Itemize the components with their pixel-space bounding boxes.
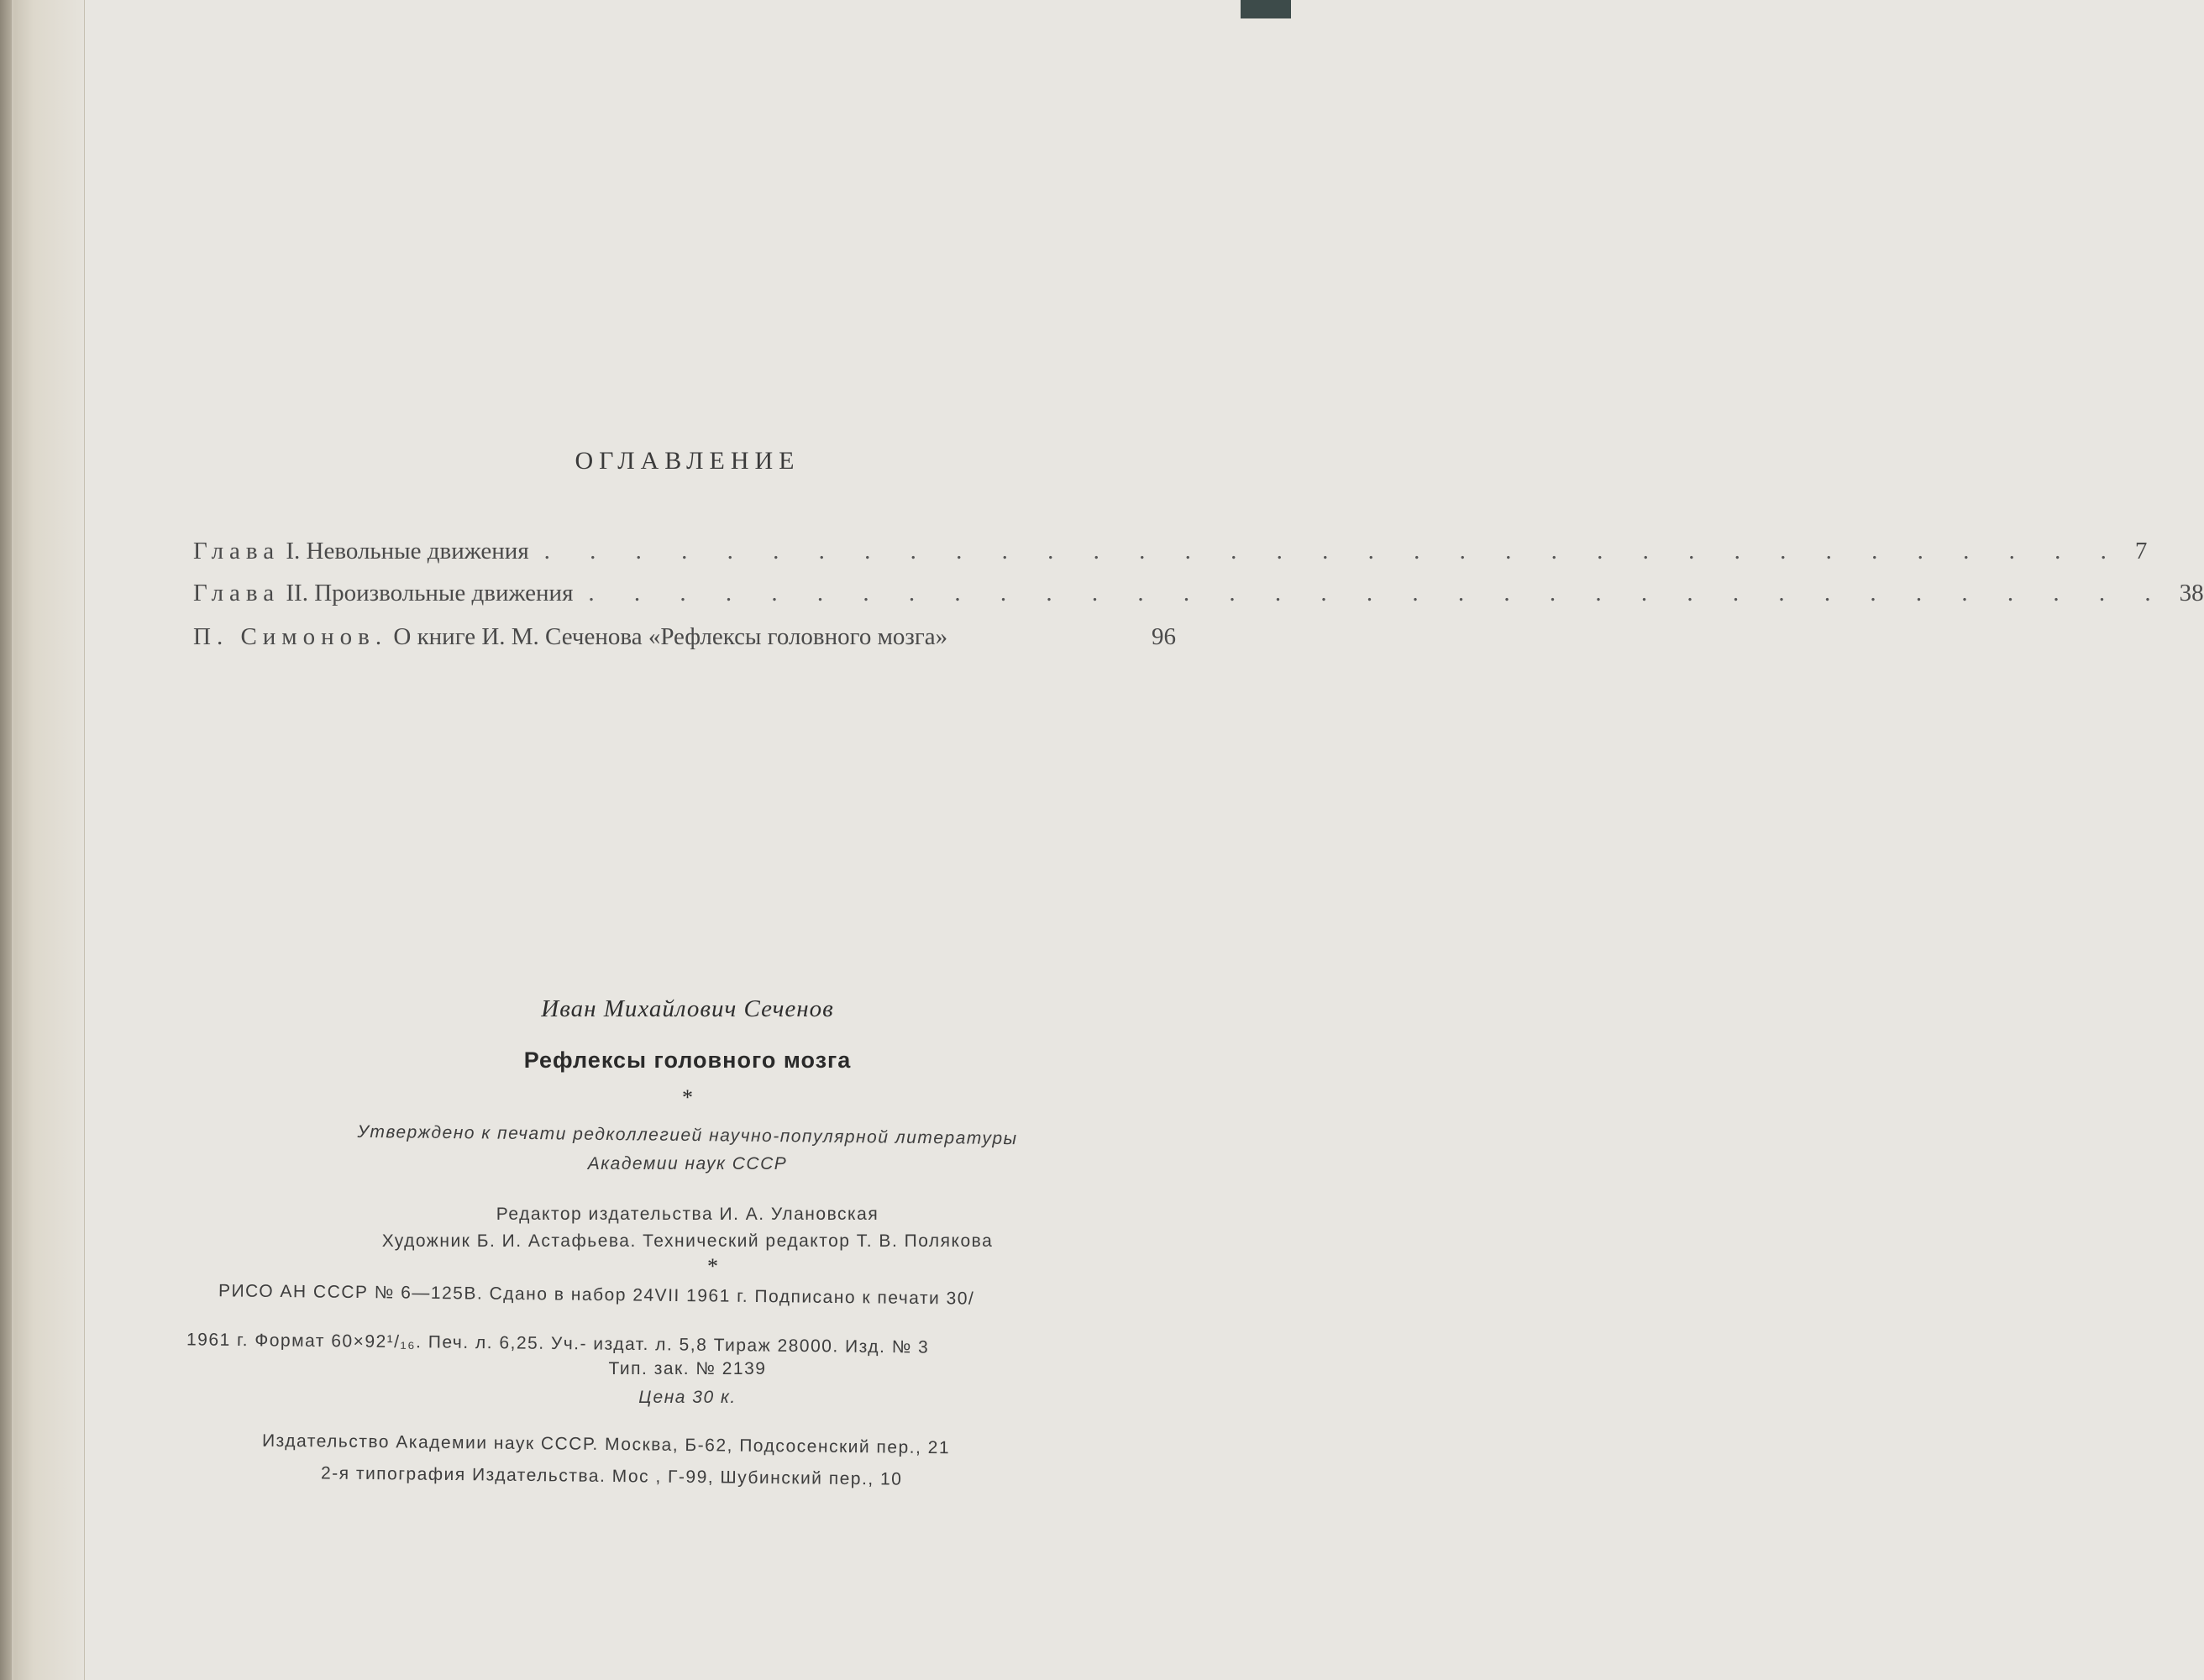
toc-entry [193,580,2204,617]
imprint-approval: Утверждено к печати редколлегией научно-популярной литературы [357,1121,1018,1149]
toc-entry-prefix: Глава [193,538,281,564]
toc-dot-leader: . . . . . . . . . . . . . . . . . . . . . . . . . . . . . . . . . . . [588,580,2168,606]
imprint-author: Иван Михайлович Сеченов [541,995,834,1022]
toc-entry-title: О книге И. М. Сеченова «Рефлексы головного мозга» [387,623,948,650]
imprint-artist: Художник Б. И. Астафьева. Технический редактор Т. В. Полякова [381,1231,994,1251]
imprint-approval-academy: Академии наук СССР [587,1154,788,1173]
toc-entry-title: II. Произвольные движения [280,580,574,606]
imprint-price: Цена 30 к. [638,1388,737,1407]
book-cover-edge [0,0,12,1680]
imprint-book-title: Рефлексы головного мозга [523,1047,852,1073]
toc-entry-label [193,623,947,651]
toc-heading: ОГЛАВЛЕНИЕ [575,447,800,475]
imprint-order-number: Тип. зак. № 2139 [608,1359,767,1378]
imprint-riso-line: РИСО АН СССР № 6—125В. Сдано в набор 24VII 1961 г. Подписано к печати 30/ [218,1281,975,1309]
toc-page-number: 38 [2179,580,2204,606]
toc-page-number: 7 [2134,538,2148,564]
separator-star: * [682,1085,693,1110]
toc-entry-prefix: Глава [193,580,281,606]
imprint-publisher: Издательство Академии наук СССР. Москва, Б-62, Подсосенский пер., 21 [261,1431,951,1458]
toc-page-number: 96 [1152,623,1176,650]
toc-entry-label [193,580,573,607]
imprint-format-line: 1961 г. Формат 60×92¹/₁₆. Печ. л. 6,25. Уч.- издат. л. 5,8 Тираж 28000. Изд. № 3 [186,1330,930,1357]
separator-star: * [707,1254,718,1278]
toc-entry-label [193,538,529,565]
book-page [84,0,2204,1680]
imprint-editor: Редактор издательства И. А. Улановская [496,1205,879,1224]
toc-entry-prefix: П. Симонов. [193,623,388,650]
book-spine-edge [0,0,85,1680]
toc-entry-title: I. Невольные движения [280,538,529,564]
toc-entry [193,623,1176,660]
toc-entry [193,538,2148,575]
imprint-printer: 2-я типография Издательства. Мос , Г-99, Шубинский пер., 10 [320,1463,903,1489]
toc-dot-leader: . . . . . . . . . . . . . . . . . . . . . . . . . . . . . . . . . . . [543,538,2123,564]
